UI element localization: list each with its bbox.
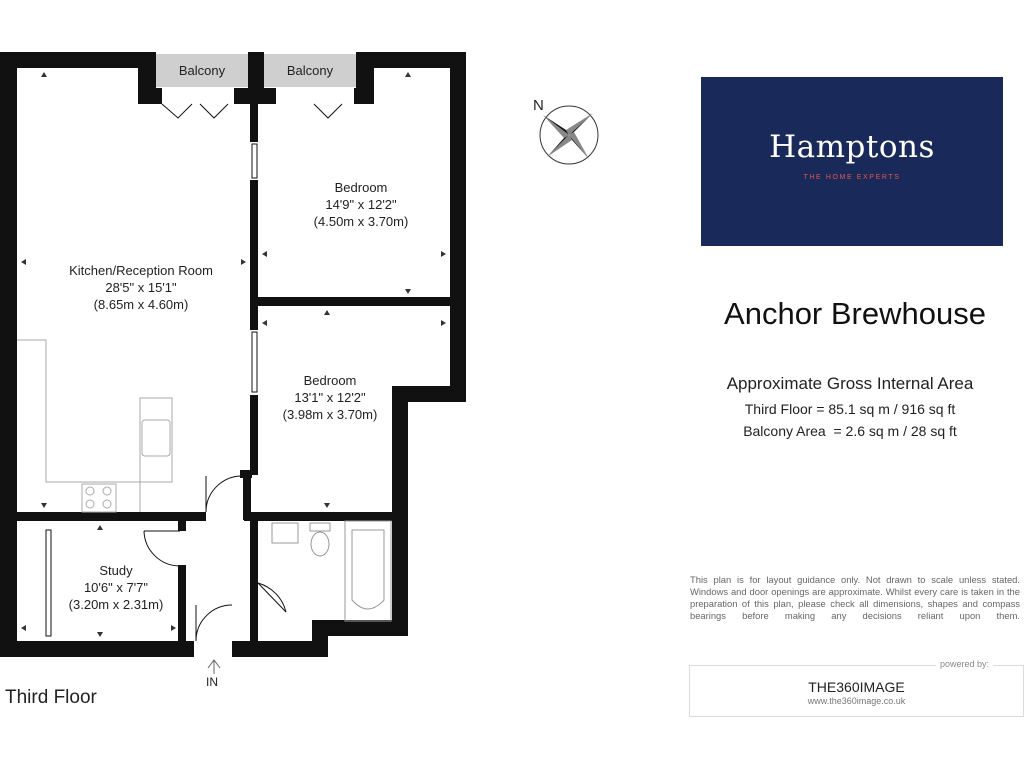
property-title: Anchor Brewhouse [724,296,986,331]
balcony-label-left: Balcony [178,63,226,78]
credit-website: www.the360image.co.uk [807,696,906,706]
kitchen-units [17,340,172,512]
room-dimensions-imperial: 13'1" x 12'2" [294,390,366,405]
area-summary [700,374,1000,442]
room-dimensions-imperial: 10'6" x 7'7" [83,580,149,595]
room-dimensions-imperial: 14'9" x 12'2" [325,197,397,212]
floor-label: Third Floor [5,687,97,708]
entrance-label: IN [206,675,218,689]
room-dimensions-imperial: 28'5" x 15'1" [105,280,177,295]
credit-company-name: THE360IMAGE [808,679,905,695]
entrance-arrow [208,660,220,674]
balcony-label-right: Balcony [286,63,334,78]
dimension-arrows [21,72,446,637]
powered-by-label: powered by: [936,659,993,669]
room-name: Study [99,563,133,578]
room-bedroom-1 [286,179,436,230]
floor-area-line: Third Floor = 85.1 sq m / 916 sq ft [744,401,956,417]
disclaimer-text: This plan is for layout guidance only. Not drawn to scale unless stated. Windows and door openings are approximate. Whilst every care is taken in the preparation of this plan, please check all dimensions, shapes and compass bearings before making any decisions reliant upon them. [690,574,1020,621]
room-name: Kitchen/Reception Room [69,263,213,278]
brand-tagline: THE HOME EXPERTS [803,174,901,181]
balcony-area-line: Balcony Area = 2.6 sq m / 28 sq ft [743,423,957,439]
compass-north-label: N [533,97,544,114]
room-dimensions-metric: (3.20m x 2.31m) [68,597,164,612]
area-heading: Approximate Gross Internal Area [726,374,974,393]
room-name: Bedroom [334,180,388,195]
brand-name: Hamptons [769,129,935,165]
room-name: Bedroom [303,373,357,388]
credit-box [689,659,1024,717]
room-dimensions-metric: (3.98m x 3.70m) [282,407,378,422]
room-bedroom-2 [255,372,405,423]
room-dimensions-metric: (8.65m x 4.60m) [93,297,189,312]
hamptons-logo [701,77,1003,246]
room-kitchen-reception [36,262,246,313]
room-dimensions-metric: (4.50m x 3.70m) [313,214,409,229]
room-study [46,562,186,613]
compass-rose [540,106,598,164]
bathroom-fittings [272,521,391,621]
